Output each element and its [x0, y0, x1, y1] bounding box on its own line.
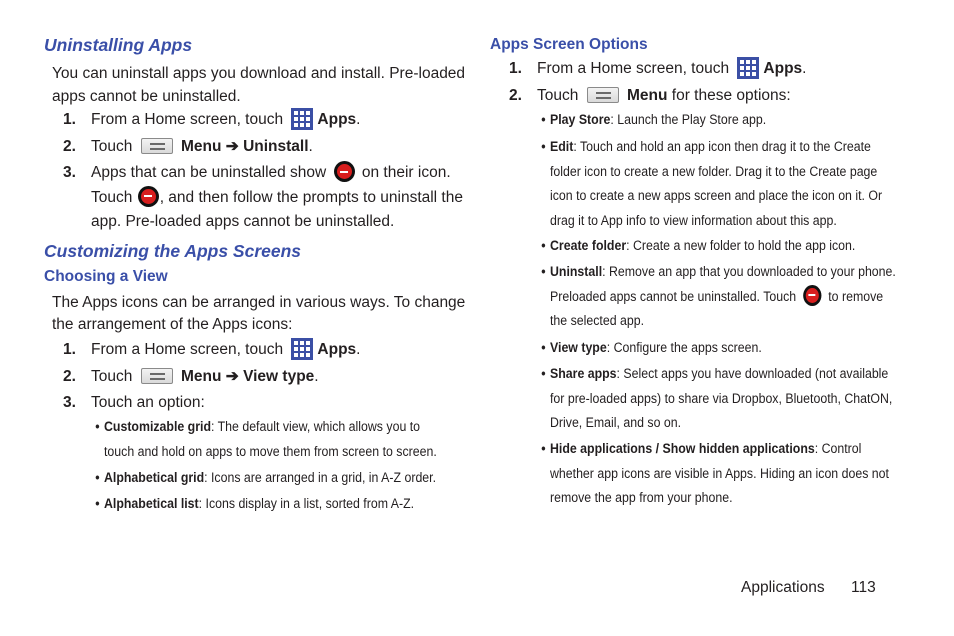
uninstall-intro-line-2: apps cannot be uninstalled. [52, 88, 241, 105]
option-hide-applications: • Hide applications / Show hidden applications: Control whether app icons are visible in Apps. Hiding an icon does not remove the app from your phone. [541, 441, 889, 506]
option-alphabetical-grid: • Alphabetical grid: Icons are arranged in a grid, in A-Z order. [95, 470, 437, 486]
choose-intro-line-2: the arrangement of the Apps icons: [52, 316, 293, 333]
heading-customizing-apps-screens: Customizing the Apps Screens [44, 241, 302, 261]
uninstall-minus-icon [803, 285, 821, 306]
option-uninstall: • Uninstall: Remove an app that you downloaded to your phone. Preloaded apps cannot be uninstalled. Touch to remove the selected app. [541, 264, 896, 329]
choose-step-1: 1. From a Home screen, touch Apps. [63, 338, 423, 364]
apps-grid-icon [291, 108, 313, 130]
uninstall-intro-line-1: You can uninstall apps you download and install. Pre-loaded [52, 65, 466, 82]
option-alphabetical-list: • Alphabetical list: Icons display in a list, sorted from A-Z. [95, 496, 415, 512]
uninstall-minus-icon [138, 186, 159, 207]
uninstall-step-2: 2. Touch Menu ➔ Uninstall. [63, 138, 313, 155]
option-share-apps: • Share apps: Select apps you have downloaded (not available for pre-loaded apps) to share via Dropbox, Bluetooth, ChatON, Drive, Email, and so on. [541, 366, 893, 431]
option-view-type: • View type: Configure the apps screen. [541, 340, 762, 356]
options-step-1: 1. From a Home screen, touch Apps. [509, 57, 869, 83]
choose-step-2: 2. Touch Menu ➔ View type. [63, 368, 319, 385]
menu-icon [587, 87, 619, 103]
option-create-folder: • Create folder: Create a new folder to hold the app icon. [541, 238, 856, 254]
option-customizable-grid: • Customizable grid: The default view, which allows you to touch and hold on apps to move them from screen to screen. [95, 419, 437, 460]
menu-icon [141, 138, 173, 154]
heading-choosing-a-view: Choosing a View [44, 268, 168, 285]
apps-grid-icon [291, 338, 313, 360]
menu-icon [141, 368, 173, 384]
footer-section-name: Applications [741, 579, 825, 596]
option-edit: • Edit: Touch and hold an app icon then drag it to the Create folder icon to create a new folder. Drag it to the Create page icon to create a new apps screen and place the icon on it. Or drag it to App info to view information about this app. [541, 139, 883, 229]
choose-intro-line-1: The Apps icons can be arranged in various ways. To change [52, 294, 466, 311]
page-number: 113 [851, 579, 876, 596]
apps-grid-icon [737, 57, 759, 79]
options-step-2: 2. Touch Menu for these options: [509, 87, 791, 104]
heading-uninstalling-apps: Uninstalling Apps [44, 35, 193, 55]
uninstall-step-3: 3. Apps that can be uninstalled show on their icon. Touch , and then follow the prompts to uninstall the app. Pre-loaded apps cannot be uninstalled. [63, 161, 463, 237]
option-play-store: • Play Store: Launch the Play Store app. [541, 112, 767, 128]
uninstall-step-1: 1. From a Home screen, touch Apps. [63, 108, 423, 134]
choose-step-3: 3. Touch an option: [63, 394, 205, 411]
uninstall-minus-icon [334, 161, 355, 182]
heading-apps-screen-options: Apps Screen Options [490, 36, 648, 53]
